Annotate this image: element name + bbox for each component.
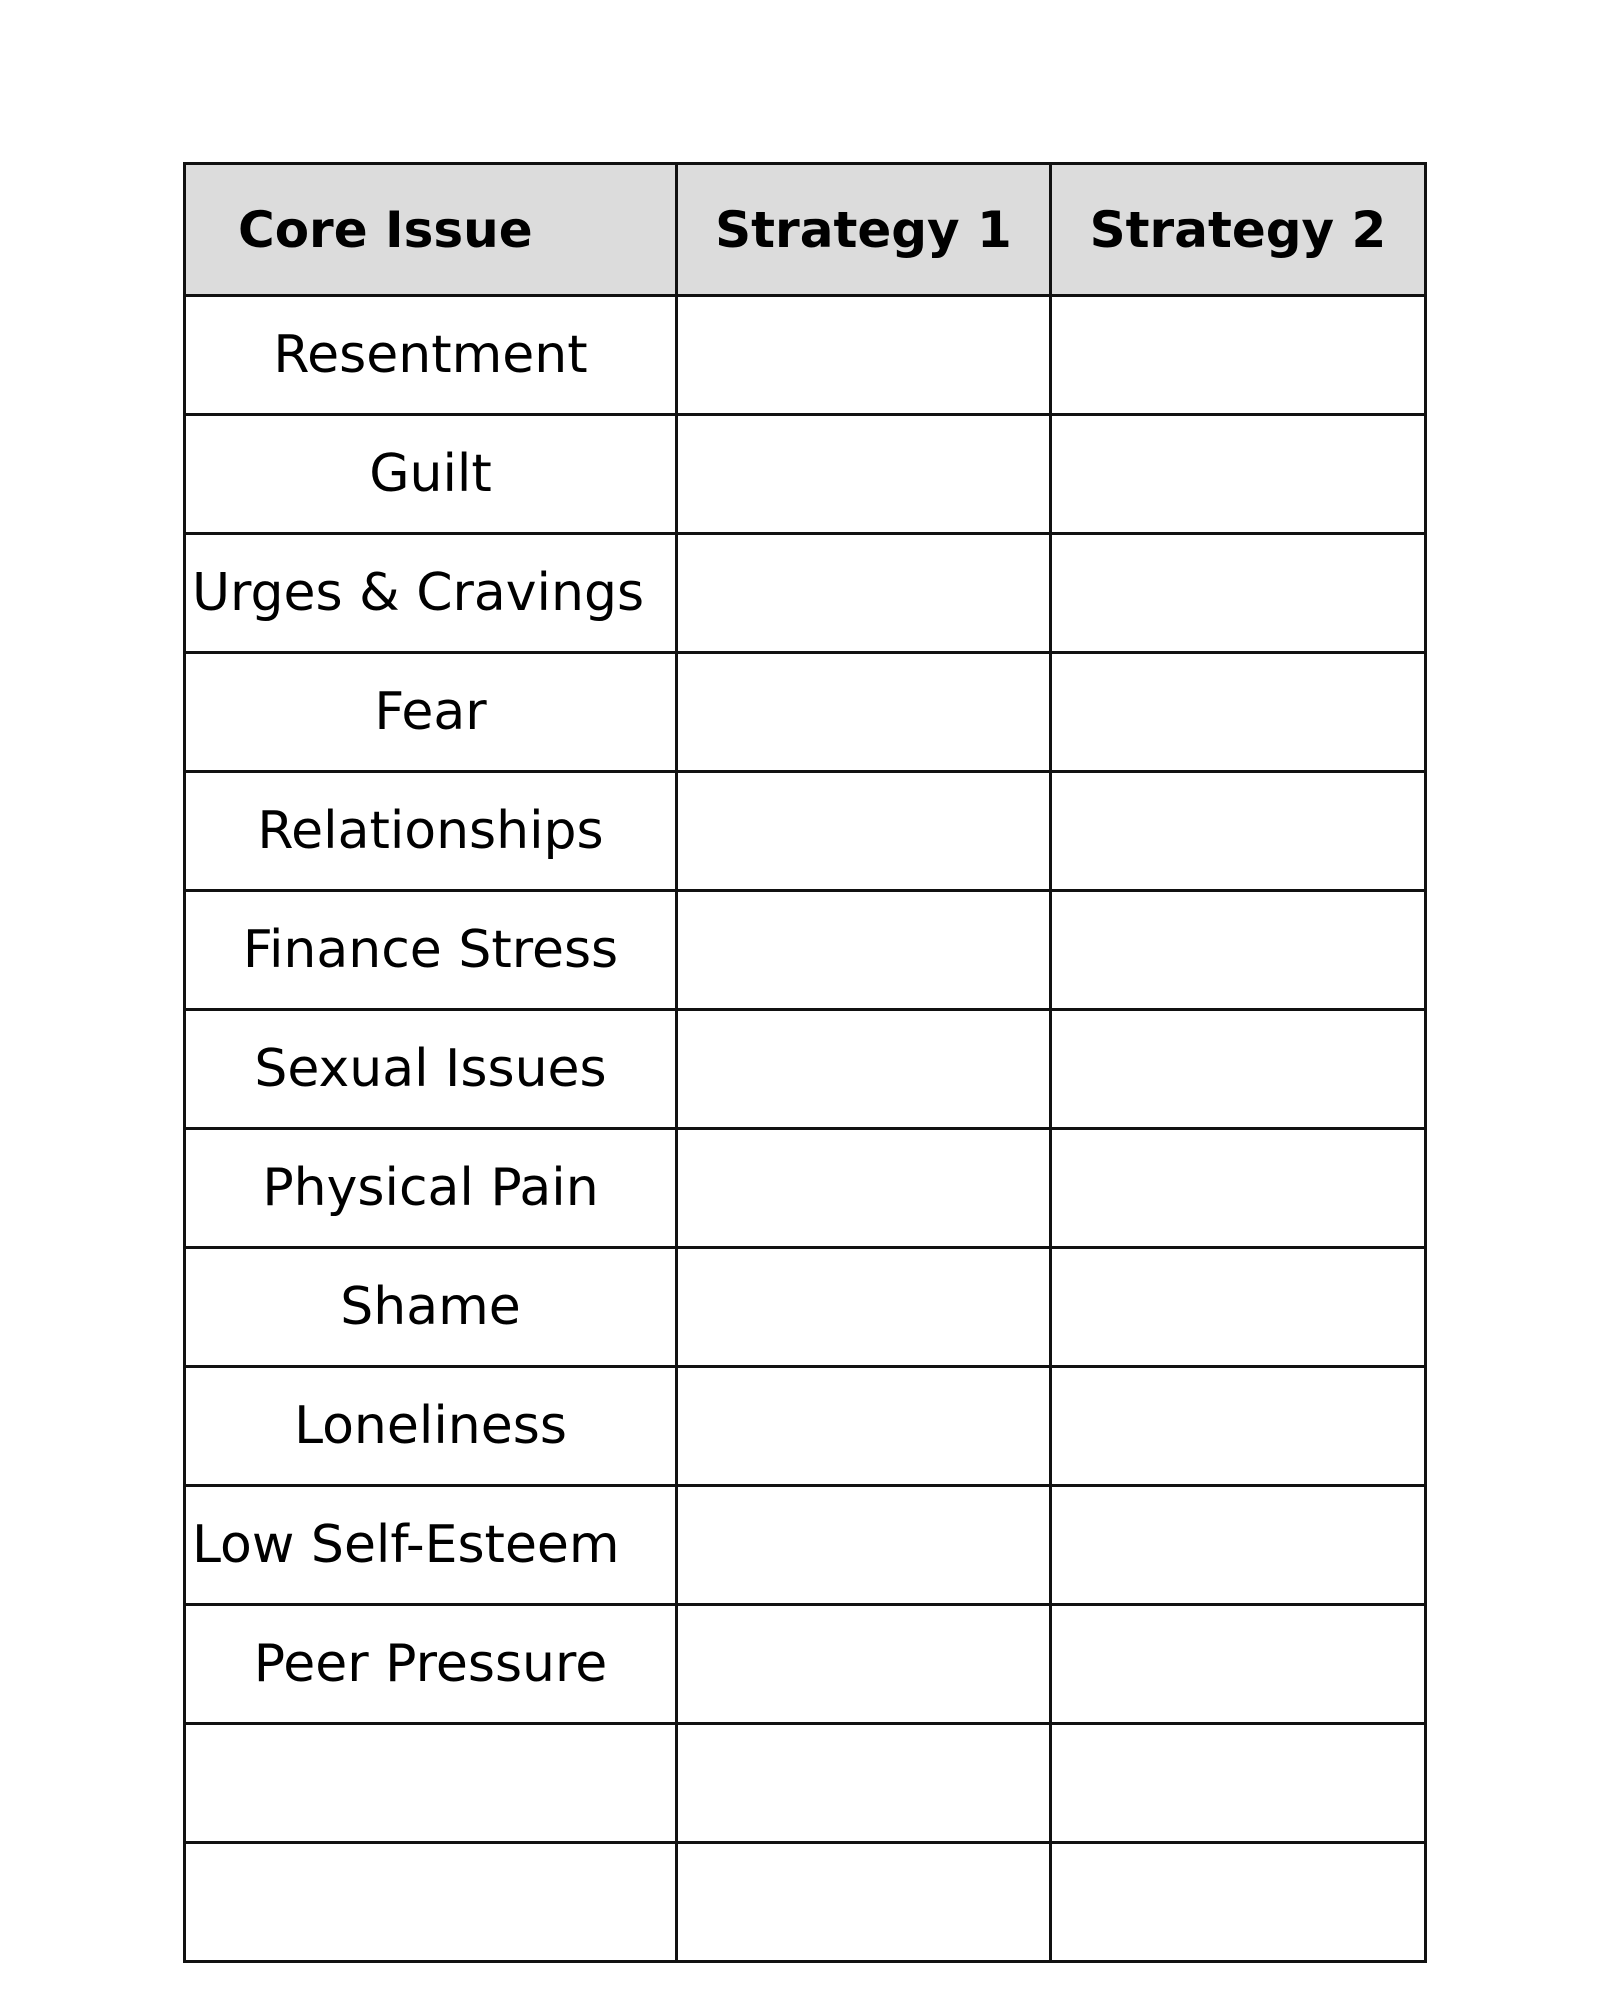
core-issue-cell: Finance Stress [185, 891, 677, 1010]
strategy-2-cell[interactable] [1051, 1129, 1426, 1248]
strategy-1-cell[interactable] [677, 1248, 1051, 1367]
core-issue-cell: Urges & Cravings [185, 534, 677, 653]
table-row [185, 1724, 1426, 1843]
strategy-2-cell[interactable] [1051, 653, 1426, 772]
strategy-1-cell[interactable] [677, 1843, 1051, 1962]
table-body [185, 296, 1426, 1962]
table-row [185, 772, 1426, 891]
table-row [185, 653, 1426, 772]
strategy-2-cell[interactable] [1051, 296, 1426, 415]
core-issue-cell: Guilt [185, 415, 677, 534]
core-issue-cell: Relationships [185, 772, 677, 891]
strategy-2-cell[interactable] [1051, 1010, 1426, 1129]
strategy-worksheet-table [183, 162, 1427, 1963]
strategy-1-cell[interactable] [677, 1010, 1051, 1129]
core-issue-cell: Peer Pressure [185, 1605, 677, 1724]
core-issue-cell: Physical Pain [185, 1129, 677, 1248]
strategy-1-cell[interactable] [677, 1605, 1051, 1724]
strategy-2-cell[interactable] [1051, 534, 1426, 653]
table-row [185, 1129, 1426, 1248]
strategy-2-cell[interactable] [1051, 772, 1426, 891]
table-row [185, 1010, 1426, 1129]
core-issue-cell: Resentment [185, 296, 677, 415]
core-issue-cell: Low Self-Esteem [185, 1486, 677, 1605]
strategy-2-cell[interactable] [1051, 891, 1426, 1010]
strategy-2-cell[interactable] [1051, 1605, 1426, 1724]
strategy-1-cell[interactable] [677, 772, 1051, 891]
table-row [185, 1367, 1426, 1486]
core-issue-cell[interactable] [185, 1843, 677, 1962]
strategy-1-cell[interactable] [677, 891, 1051, 1010]
strategy-1-cell[interactable] [677, 534, 1051, 653]
strategy-1-cell[interactable] [677, 296, 1051, 415]
strategy-2-cell[interactable] [1051, 415, 1426, 534]
table-row [185, 1843, 1426, 1962]
table-row [185, 534, 1426, 653]
strategy-1-cell[interactable] [677, 1486, 1051, 1605]
table-row [185, 1486, 1426, 1605]
strategy-2-cell[interactable] [1051, 1724, 1426, 1843]
core-issue-cell: Loneliness [185, 1367, 677, 1486]
strategy-2-cell[interactable] [1051, 1367, 1426, 1486]
core-issue-cell: Sexual Issues [185, 1010, 677, 1129]
strategy-1-cell[interactable] [677, 1724, 1051, 1843]
strategy-2-cell[interactable] [1051, 1248, 1426, 1367]
table-header [185, 164, 1426, 296]
table-row [185, 415, 1426, 534]
core-issue-cell: Shame [185, 1248, 677, 1367]
core-issue-cell: Fear [185, 653, 677, 772]
strategy-1-cell[interactable] [677, 1367, 1051, 1486]
strategy-1-cell[interactable] [677, 415, 1051, 534]
strategy-1-cell[interactable] [677, 653, 1051, 772]
strategy-1-cell[interactable] [677, 1129, 1051, 1248]
strategy-2-cell[interactable] [1051, 1843, 1426, 1962]
table-row [185, 296, 1426, 415]
table-row [185, 1248, 1426, 1367]
header-strategy-2: Strategy 2 [1051, 164, 1426, 296]
core-issue-cell[interactable] [185, 1724, 677, 1843]
header-row [185, 164, 1426, 296]
table-row [185, 1605, 1426, 1724]
header-core-issue: Core Issue [185, 164, 677, 296]
table-row [185, 891, 1426, 1010]
header-strategy-1: Strategy 1 [677, 164, 1051, 296]
strategy-2-cell[interactable] [1051, 1486, 1426, 1605]
